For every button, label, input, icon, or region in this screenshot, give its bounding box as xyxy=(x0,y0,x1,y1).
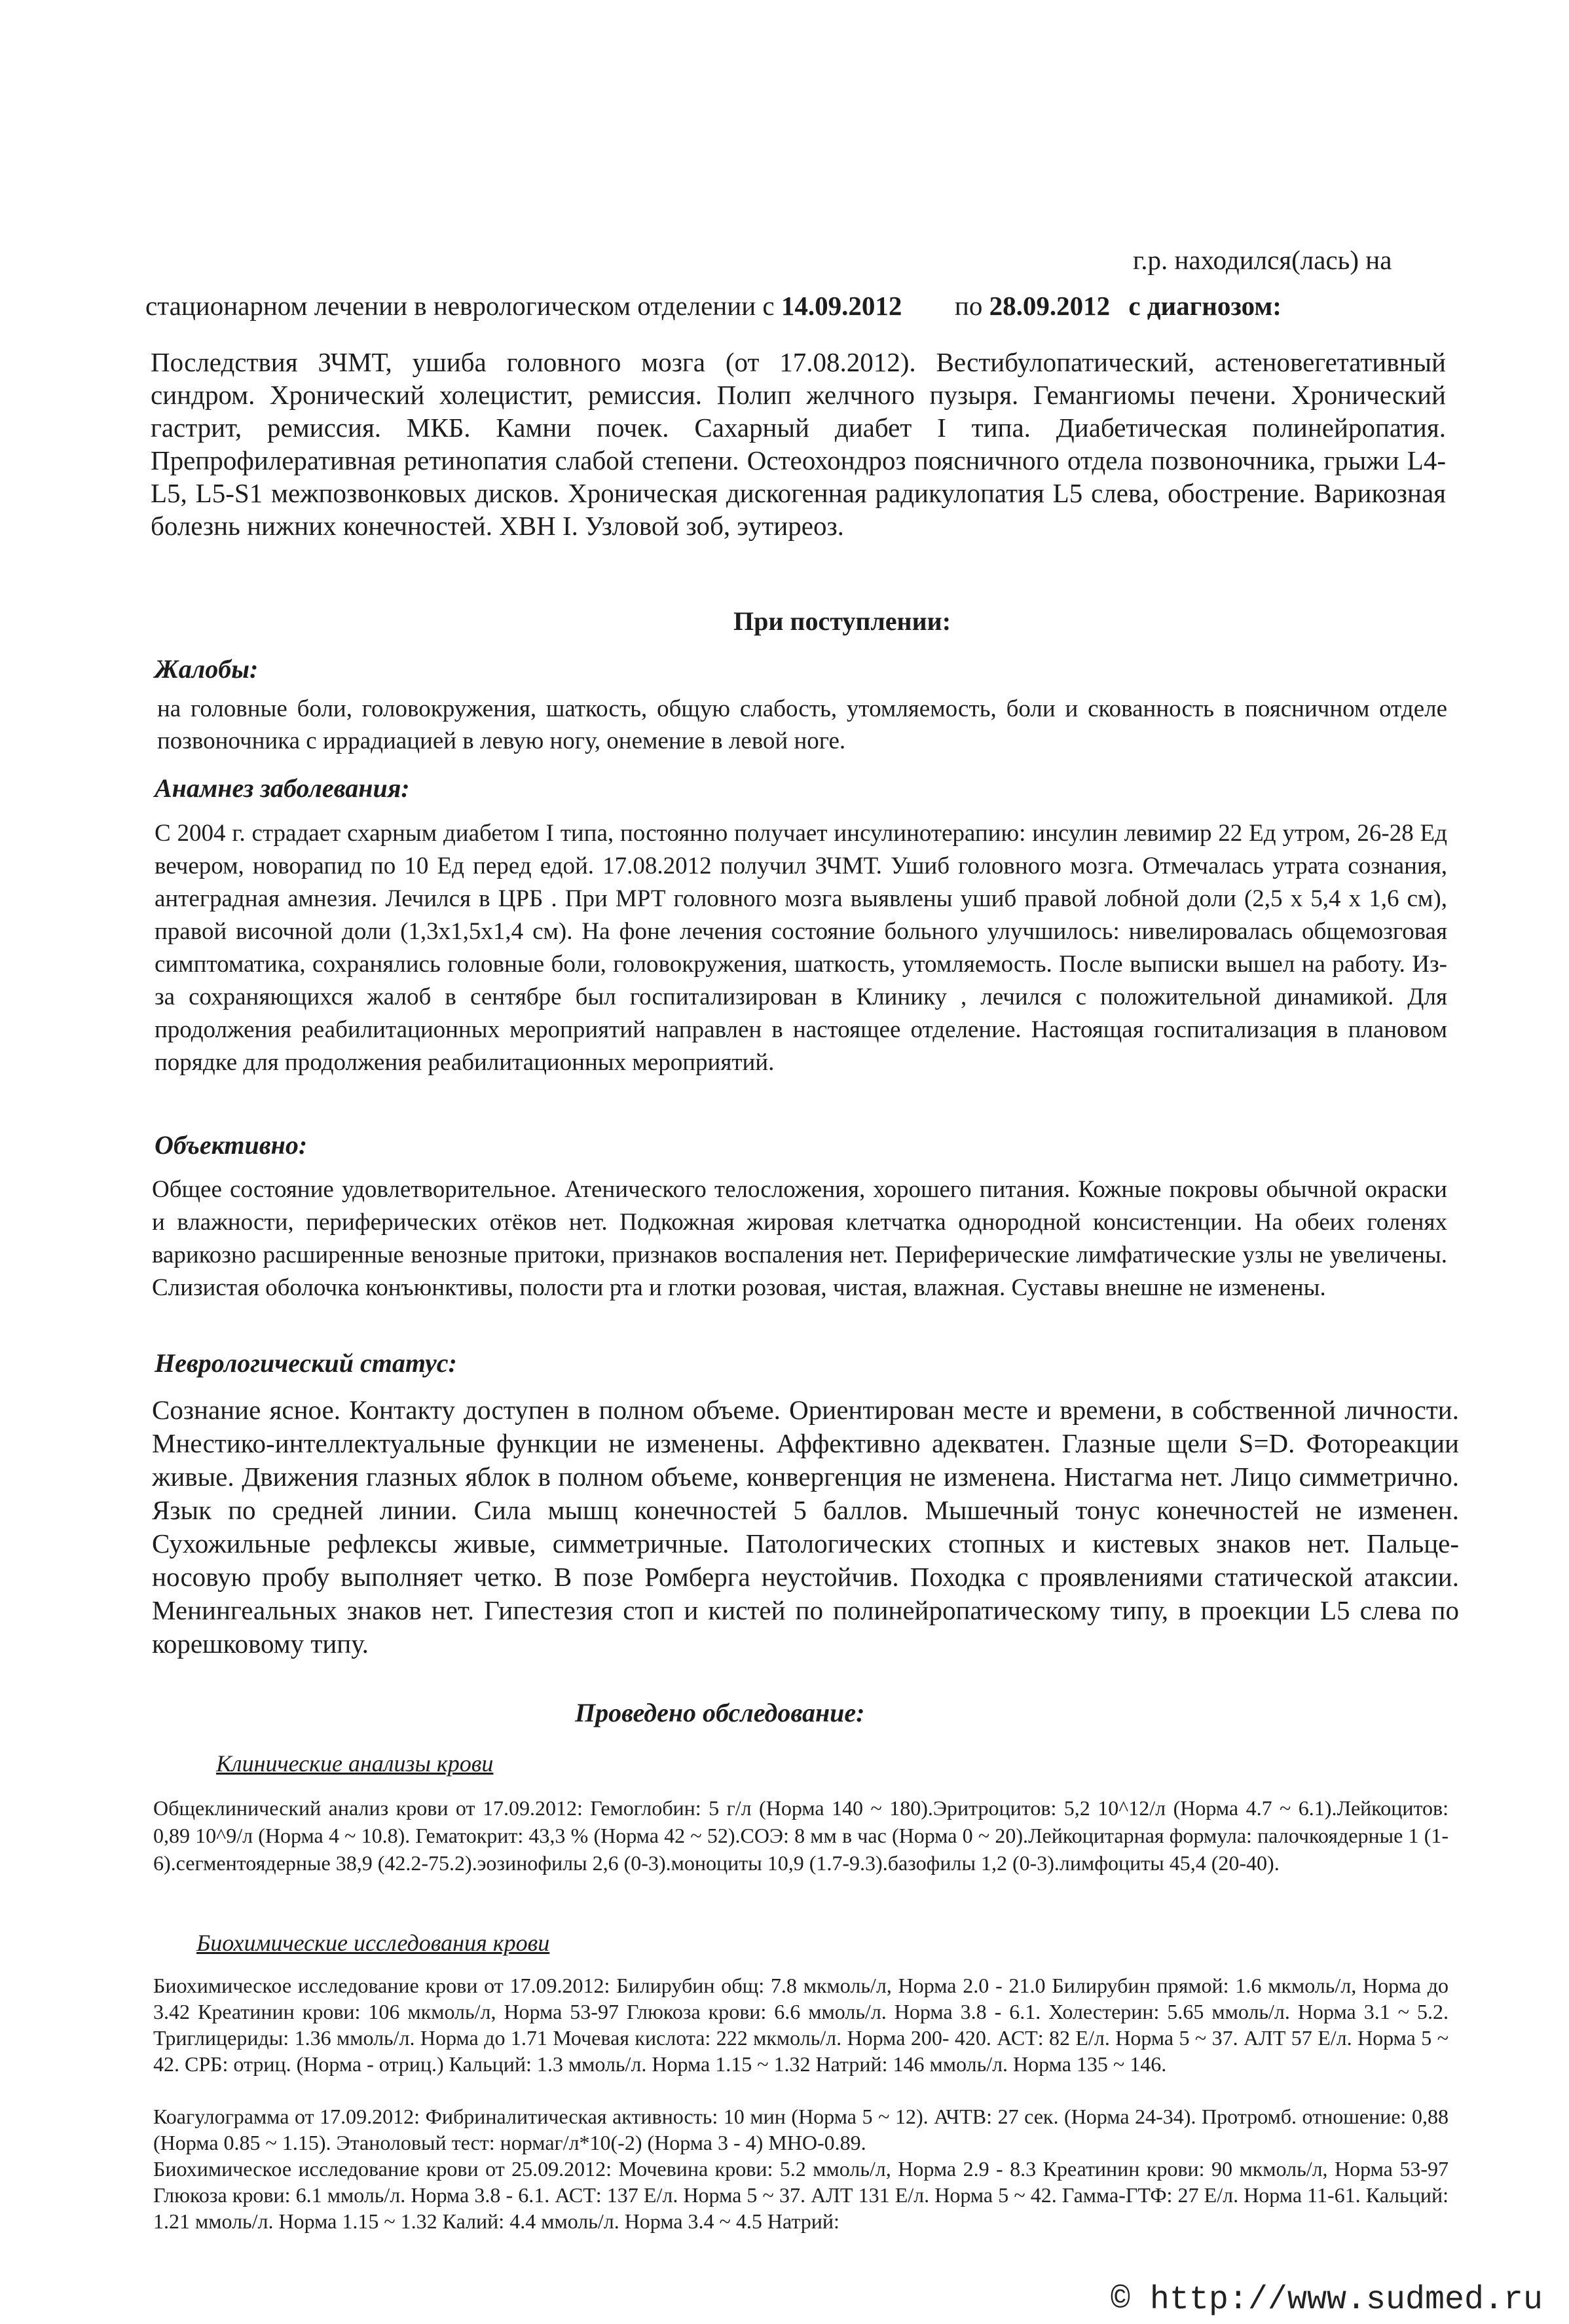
clinical-analysis-text: Общеклинический анализ крови от 17.09.2012: Гемоглобин: 5 г/л (Норма 140 ~ 180).Эритроцитов: 5,2 10^12/л (Норма 4.7 ~ 6.1).Лейкоцитов: 0,89 10^9/л (Норма 4 ~ 10.8). Гематокрит: 43,3 % (Норма 42 ~ 52).СОЭ: 8 мм в час (Норма 0 ~ 20).Лейкоцитарная формула: палочкоядерные 1 (1-6).сегментоядерные 38,9 (42.2-75.2).эозинофилы 2,6 (0-3).моноциты 10,9 (1.7-9.3).базофилы 1,2 (0-3).лимфоциты 45,4 (20-40). xyxy=(153,1796,1449,1875)
complaints-heading: Жалобы: xyxy=(155,654,259,684)
objective-heading: Объективно: xyxy=(155,1130,308,1160)
coagulogram-text: Коагулограмма от 17.09.2012: Фибриналитическая активность: 10 мин (Норма 5 ~ 12). АЧТВ: 27 сек. (Норма 24-34). Протромб. отношение: 0,88 (Норма 0.85 ~ 1.15). Этаноловый тест: нормаг/л*10(-2) (Норма 3 - 4) МНО-0.89. xyxy=(153,2105,1449,2154)
diagnosis-label: с диагнозом: xyxy=(1128,291,1282,321)
neuro-heading: Неврологический статус: xyxy=(155,1348,457,1378)
biochem-2-text: Биохимическое исследование крови от 25.09.2012: Мочевина крови: 5.2 ммоль/л, Норма 2.9 - 8.3 Креатинин крови: 90 мкмоль/л, Норма 53-97 Глюкоза крови: 6.1 ммоль/л. Норма 3.8 - 6.1. АСТ: 137 Е/л. Норма 5 ~ 37. АЛТ 131 Е/л. Норма 5 ~ 42. Гамма-ГТФ: 27 Е/л. Норма 11-61. Кальций: 1.21 ммоль/л. Норма 1.15 ~ 1.32 Калий: 4.4 ммоль/л. Норма 3.4 ~ 4.5 Натрий: xyxy=(153,2157,1449,2233)
neuro-text: Сознание ясное. Контакту доступен в полном объеме. Ориентирован месте и времени, в собственной личности. Мнестико-интеллектуальные функции не изменены. Аффективно адекватен. Глазные щели S=D. Фотореакции живые. Движения глазных яблок в полном объеме, конвергенция не изменена. Нистагма нет. Лицо симметрично. Язык по средней линии. Сила мышц конечностей 5 баллов. Мышечный тонус конечностей не изменен. Сухожильные рефлексы живые, симметричные. Патологических стопных и кистевых знаков нет. Пальце-носовую пробу выполняет четко. В позе Ромберга неустойчив. Походка с проявлениями статической атаксии. Менингеальных знаков нет. Гипестезия стоп и кистей по полинейропатическому типу, в проекции L5 слева по корешковому типу. xyxy=(152,1395,1459,1659)
header-line-2-prefix: стационарном лечении в неврологическом отделении с xyxy=(145,291,775,321)
biochem-heading: Биохимические исследования крови xyxy=(196,1930,550,1956)
exam-heading: Проведено обследование: xyxy=(575,1698,865,1727)
complaints-text: на головные боли, головокружения, шаткость, общую слабость, утомляемость, боли и скованность в поясничном отделе позвоночника с иррадиацией в левую ногу, онемение в левой ноге. xyxy=(157,695,1447,754)
clinical-analysis-heading: Клинические анализы крови xyxy=(216,1750,494,1777)
diagnosis-text: Последствия ЗЧМТ, ушиба головного мозга (от 17.08.2012). Вестибулопатический, астеновегетативный синдром. Хронический холецистит, ремиссия. Полип желчного пузыря. Гемангиомы печени. Хронический гастрит, ремиссия. МКБ. Камни почек. Сахарный диабет I типа. Диабетическая полинейропатия. Препрофилеративная ретинопатия слабой степени. Остеохондроз поясничного отдела позвоночника, грыжи L4-L5, L5-S1 межпозвонковых дисков. Хроническая дискогенная радикулопатия L5 слева, обострение. Варикозная болезнь нижних конечностей. ХВН I. Узловой зоб, эутиреоз. xyxy=(151,347,1446,541)
header-line-2 xyxy=(145,289,1282,322)
admission-heading: При поступлении: xyxy=(733,606,951,636)
date-to: 28.09.2012 xyxy=(989,291,1111,321)
header-line-2-mid: по xyxy=(954,291,983,321)
objective-text: Общее состояние удовлетворительное. Атенического телосложения, хорошего питания. Кожные покровы обычной окраски и влажности, периферических отёков нет. Подкожная жировая клетчатка однородной консистенции. На обеих голенях варикозно расширенные венозные притоки, признаков воспаления нет. Периферические лимфатические узлы не увеличены. Слизистая оболочка конъюнктивы, полости рта и глотки розовая, чистая, влажная. Суставы внешне не изменены. xyxy=(152,1176,1447,1301)
anamnesis-heading: Анамнез заболевания: xyxy=(155,773,410,803)
anamnesis-text: С 2004 г. страдает схарным диабетом I типа, постоянно получает инсулинотерапию: инсулин левимир 22 Ед утром, 26-28 Ед вечером, новорапид по 10 Ед перед едой. 17.08.2012 получил ЗЧМТ. Ушиб головного мозга. Отмечалась утрата сознания, антеградная амнезия. Лечился в ЦРБ . При МРТ головного мозга выявлены ушиб правой лобной доли (2,5 х 5,4 х 1,6 см), правой височной доли (1,3х1,5х1,4 см). На фоне лечения состояние больного улучшилось: нивелировалась общемозговая симптоматика, сохранялись головные боли, головокружения, шаткость, утомляемость. После выписки вышел на работу. Из-за сохраняющихся жалоб в сентябре был госпитализирован в Клинику , лечился с положительной динамикой. Для продолжения реабилитационных мероприятий направлен в настоящее отделение. Настоящая госпитализация в плановом порядке для продолжения реабилитационных мероприятий. xyxy=(155,820,1447,1076)
biochem-text: Биохимическое исследование крови от 17.09.2012: Билирубин общ: 7.8 мкмоль/л, Норма 2.0 - 21.0 Билирубин прямой: 1.6 мкмоль/л, Норма до 3.42 Креатинин крови: 106 мкмоль/л, Норма 53-97 Глюкоза крови: 6.6 ммоль/л. Норма 3.8 - 6.1. Холестерин: 5.65 ммоль/л. Норма 3.1 ~ 5.2. Триглицериды: 1.36 ммоль/л. Норма до 1.71 Мочевая кислота: 222 мкмоль/л. Норма 200- 420. АСТ: 82 Е/л. Норма 5 ~ 37. АЛТ 57 Е/л. Норма 5 ~ 42. СРБ: отриц. (Норма - отриц.) Кальций: 1.3 ммоль/л. Норма 1.15 ~ 1.32 Натрий: 146 ммоль/л. Норма 135 ~ 146. xyxy=(153,1974,1449,2076)
watermark-text: © http://www.sudmed.ru xyxy=(1110,2281,1543,2319)
date-from: 14.09.2012 xyxy=(781,291,902,321)
header-line-1: г.р. находился(лась) на xyxy=(1133,245,1392,275)
